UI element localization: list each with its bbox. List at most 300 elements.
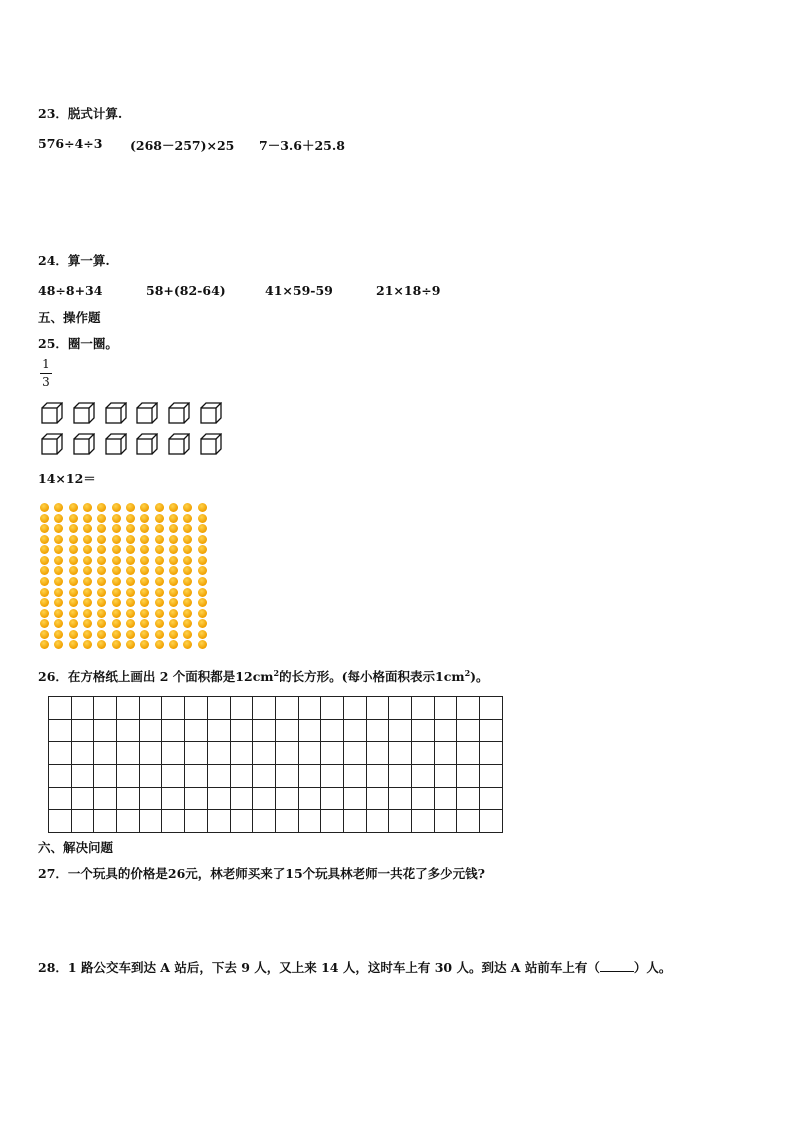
dot [155,535,164,544]
grid-cell[interactable] [94,697,117,720]
dot [126,577,135,586]
grid-cell[interactable] [298,810,321,833]
grid-cell[interactable] [480,697,503,720]
cube-icon [105,402,127,424]
grid-cell[interactable] [139,742,162,765]
dot [155,545,164,554]
dot [40,619,49,628]
dot [97,514,106,523]
grid-cell[interactable] [321,719,344,742]
grid-cell[interactable] [71,765,94,788]
dot [198,577,207,586]
dot [83,503,92,512]
dot [69,514,78,523]
grid-cell[interactable] [343,810,366,833]
grid-cell[interactable] [298,765,321,788]
dot [97,524,106,533]
dot [97,503,106,512]
grid-cell[interactable] [321,787,344,810]
dot [97,619,106,628]
dot [97,566,106,575]
dot [126,524,135,533]
grid-cell[interactable] [298,742,321,765]
dot [54,535,63,544]
grid-cell[interactable] [457,719,480,742]
grid-cell[interactable] [117,719,140,742]
grid-cell[interactable] [253,719,276,742]
grid-cell[interactable] [457,765,480,788]
dot [112,588,121,597]
grid-cell[interactable] [139,765,162,788]
grid-cell[interactable] [366,742,389,765]
dot [112,545,121,554]
dot [97,556,106,565]
q24-title: 24．算一算. [38,253,110,268]
grid-cell[interactable] [480,765,503,788]
grid-cell[interactable] [321,697,344,720]
dot [198,503,207,512]
q24-expr-4: 21×18÷9 [376,283,441,298]
dot [97,640,106,649]
dot [69,630,78,639]
dot [155,630,164,639]
grid-cell[interactable] [253,742,276,765]
grid-cell[interactable] [230,765,253,788]
grid-cell[interactable] [207,787,230,810]
dot [54,503,63,512]
q23-expr-1: 576÷4÷3 [38,136,103,151]
dot [69,535,78,544]
dot [198,609,207,618]
dot [126,556,135,565]
grid-cell[interactable] [480,787,503,810]
dot [169,619,178,628]
grid-cell[interactable] [207,765,230,788]
grid-cell[interactable] [117,810,140,833]
dot [69,566,78,575]
grid-cell[interactable] [389,742,412,765]
dot [198,640,207,649]
grid-cell[interactable] [275,742,298,765]
grid-cell[interactable] [275,719,298,742]
grid-cell[interactable] [185,697,208,720]
grid-cell[interactable] [343,787,366,810]
grid-cell[interactable] [49,810,72,833]
dot [183,630,192,639]
dot [126,545,135,554]
dot [83,577,92,586]
grid-cell[interactable] [321,742,344,765]
dot [169,566,178,575]
grid-cell[interactable] [275,810,298,833]
grid-cell[interactable] [230,719,253,742]
grid-cell[interactable] [230,697,253,720]
grid-cell[interactable] [230,810,253,833]
dot [198,524,207,533]
cube-icon [168,433,190,455]
dot [40,556,49,565]
grid-cell[interactable] [457,697,480,720]
dot [155,577,164,586]
grid-cell[interactable] [185,742,208,765]
grid-cell[interactable] [412,697,435,720]
grid-cell[interactable] [321,810,344,833]
grid-cell[interactable] [94,742,117,765]
dot [126,514,135,523]
grid-cell[interactable] [434,787,457,810]
grid-cell[interactable] [162,719,185,742]
grid-cell[interactable] [49,697,72,720]
dot [97,598,106,607]
grid-cell[interactable] [49,787,72,810]
grid-cell[interactable] [298,787,321,810]
dot [40,524,49,533]
grid-cell[interactable] [480,742,503,765]
dot [126,640,135,649]
dot [126,619,135,628]
grid-cell[interactable] [343,719,366,742]
grid-cell[interactable] [366,810,389,833]
dot [54,524,63,533]
dot [69,577,78,586]
grid-cell[interactable] [207,810,230,833]
grid-cell[interactable] [162,787,185,810]
dot [198,588,207,597]
grid-cell[interactable] [139,697,162,720]
grid-cell[interactable] [185,719,208,742]
dot [183,503,192,512]
grid-cell[interactable] [412,742,435,765]
cube-icon [41,402,63,424]
dot [112,566,121,575]
grid-cell[interactable] [117,787,140,810]
grid-cell[interactable] [389,697,412,720]
grid-cell[interactable] [94,810,117,833]
dot [198,514,207,523]
grid-cell[interactable] [343,765,366,788]
dot [112,630,121,639]
dot [140,503,149,512]
dot [183,524,192,533]
dot [112,609,121,618]
grid-cell[interactable] [389,810,412,833]
dot [183,588,192,597]
dot [169,598,178,607]
dot [140,630,149,639]
dot [69,598,78,607]
dot [40,503,49,512]
cube-icon [200,402,222,424]
cube-icon [136,433,158,455]
grid-cell[interactable] [434,697,457,720]
grid-cell[interactable] [457,742,480,765]
grid-cell[interactable] [253,810,276,833]
dot [169,535,178,544]
dot [97,577,106,586]
dot [97,545,106,554]
dot [140,545,149,554]
dot [83,535,92,544]
dot [155,566,164,575]
dot [140,524,149,533]
grid-cell[interactable] [230,787,253,810]
q25-expr: 14×12＝ [38,471,96,486]
grid-cell[interactable] [389,787,412,810]
dot [112,640,121,649]
grid-cell[interactable] [343,742,366,765]
grid-cell[interactable] [366,765,389,788]
dot [83,556,92,565]
dot [140,535,149,544]
grid-cell[interactable] [412,719,435,742]
dot [69,619,78,628]
dot [183,609,192,618]
dot [40,630,49,639]
dot [69,545,78,554]
grid-cell[interactable] [275,787,298,810]
dot [140,598,149,607]
grid-cell[interactable] [480,810,503,833]
dot [155,588,164,597]
grid-cell[interactable] [412,765,435,788]
dot [198,566,207,575]
dot [183,556,192,565]
cube-icon [168,402,190,424]
grid-cell[interactable] [389,765,412,788]
grid-cell[interactable] [366,787,389,810]
grid-cell[interactable] [275,697,298,720]
dot [140,609,149,618]
dot [112,577,121,586]
dot [155,524,164,533]
grid-cell[interactable] [253,697,276,720]
grid-cell[interactable] [94,719,117,742]
q27-text: 27．一个玩具的价格是26元，林老师买来了15个玩具林老师一共花了多少元钱? [38,866,486,881]
dot [198,598,207,607]
dot [169,577,178,586]
dot [155,619,164,628]
grid-cell[interactable] [412,810,435,833]
grid-cell[interactable] [275,765,298,788]
grid-cell[interactable] [117,697,140,720]
dot [198,545,207,554]
q26-title [38,667,489,685]
dot [183,545,192,554]
dot [198,556,207,565]
grid-cell[interactable] [71,697,94,720]
dot [97,535,106,544]
dot [40,566,49,575]
dot [40,588,49,597]
q23-expr-3: 7－3.6＋25.8 [259,138,345,153]
q26-title-b: 的长方形。(每小格面积表示1cm [279,669,465,684]
fraction-one-third [40,358,52,389]
grid-cell[interactable] [412,787,435,810]
dot [198,630,207,639]
dot-array [38,502,210,650]
dot [183,566,192,575]
fraction-denominator: 3 [42,375,50,389]
fraction-numerator: 1 [42,357,50,371]
grid-cell[interactable] [162,697,185,720]
grid-cell[interactable] [185,787,208,810]
grid-cell[interactable] [253,787,276,810]
dot [140,640,149,649]
dot [140,619,149,628]
dot [97,609,106,618]
grid-cell[interactable] [434,719,457,742]
dot [40,577,49,586]
q28-text [38,958,671,976]
dot [40,535,49,544]
dot [169,588,178,597]
grid-cell[interactable] [298,719,321,742]
dot [69,524,78,533]
dot [112,556,121,565]
grid-cell[interactable] [49,765,72,788]
cube-icon [105,433,127,455]
graph-paper-grid[interactable] [48,696,503,833]
dot [54,640,63,649]
dot [112,524,121,533]
dot [112,514,121,523]
dot [54,566,63,575]
q28-text-b: ）人。 [633,960,672,975]
dot [126,609,135,618]
dot [198,619,207,628]
dot [112,503,121,512]
grid-cell[interactable] [139,810,162,833]
answer-blank[interactable] [600,961,634,972]
grid-cell[interactable] [457,787,480,810]
dot [40,609,49,618]
dot [126,630,135,639]
q24-expr-3: 41×59-59 [265,283,333,298]
grid-cell[interactable] [185,810,208,833]
dot [155,514,164,523]
grid-cell[interactable] [117,765,140,788]
cube-icon [200,433,222,455]
dot [112,619,121,628]
dot [183,598,192,607]
dot [69,503,78,512]
dot [69,556,78,565]
grid-cell[interactable] [71,810,94,833]
dot [83,524,92,533]
grid-cell[interactable] [434,742,457,765]
grid-cell[interactable] [94,765,117,788]
grid-cell[interactable] [71,742,94,765]
dot [183,535,192,544]
dot [140,577,149,586]
dot [83,588,92,597]
grid-cell[interactable] [366,697,389,720]
grid-cell[interactable] [253,765,276,788]
grid-cell[interactable] [49,742,72,765]
fraction-bar [40,373,52,374]
dot [83,630,92,639]
cube-icon [73,402,95,424]
grid-cell[interactable] [71,719,94,742]
grid-cell[interactable] [162,742,185,765]
dot [183,514,192,523]
grid-cell[interactable] [94,787,117,810]
q28-text-a: 28．1 路公交车到达 A 站后，下去 9 人，又上来 14 人，这时车上有 30 人。到达 A 站前车上有（ [38,960,600,975]
grid-cell[interactable] [185,765,208,788]
cube-icon [41,433,63,455]
q24-expr-2: 58+(82-64) [146,283,226,298]
dot [155,598,164,607]
q26-title-c: )。 [470,669,489,684]
dot [155,609,164,618]
dot [54,545,63,554]
dot [155,640,164,649]
dot [169,630,178,639]
grid-cell[interactable] [434,810,457,833]
grid-cell[interactable] [207,719,230,742]
dot [83,609,92,618]
grid-cell[interactable] [71,787,94,810]
grid-cell[interactable] [457,810,480,833]
grid-cell[interactable] [139,719,162,742]
dot [140,514,149,523]
dot [183,640,192,649]
dot [40,514,49,523]
grid-cell[interactable] [49,719,72,742]
grid-cell[interactable] [321,765,344,788]
dot [169,545,178,554]
grid-cell[interactable] [343,697,366,720]
dot [140,556,149,565]
grid-cell[interactable] [230,742,253,765]
q23-expr-2: (268－257)×25 [130,138,235,153]
dot [126,535,135,544]
dot [54,588,63,597]
dot [169,609,178,618]
dot [198,535,207,544]
grid-cell[interactable] [434,765,457,788]
dot [112,535,121,544]
dot [54,514,63,523]
dot [169,640,178,649]
grid-cell[interactable] [162,810,185,833]
dot [112,598,121,607]
dot [54,609,63,618]
grid-cell[interactable] [389,719,412,742]
q26-sup-b: 2 [464,667,471,678]
grid-cell[interactable] [298,697,321,720]
dot [54,577,63,586]
dot [54,630,63,639]
dot [169,503,178,512]
grid-cell[interactable] [139,787,162,810]
grid-cell[interactable] [162,765,185,788]
grid-cell[interactable] [366,719,389,742]
dot [97,630,106,639]
grid-cell[interactable] [207,742,230,765]
dot [169,556,178,565]
dot [54,598,63,607]
dot [69,609,78,618]
q23-title: 23．脱式计算. [38,106,123,121]
grid-cell[interactable] [207,697,230,720]
dot [83,640,92,649]
dot [83,598,92,607]
dot [83,566,92,575]
dot [183,619,192,628]
grid-cell[interactable] [117,742,140,765]
grid-cell[interactable] [480,719,503,742]
